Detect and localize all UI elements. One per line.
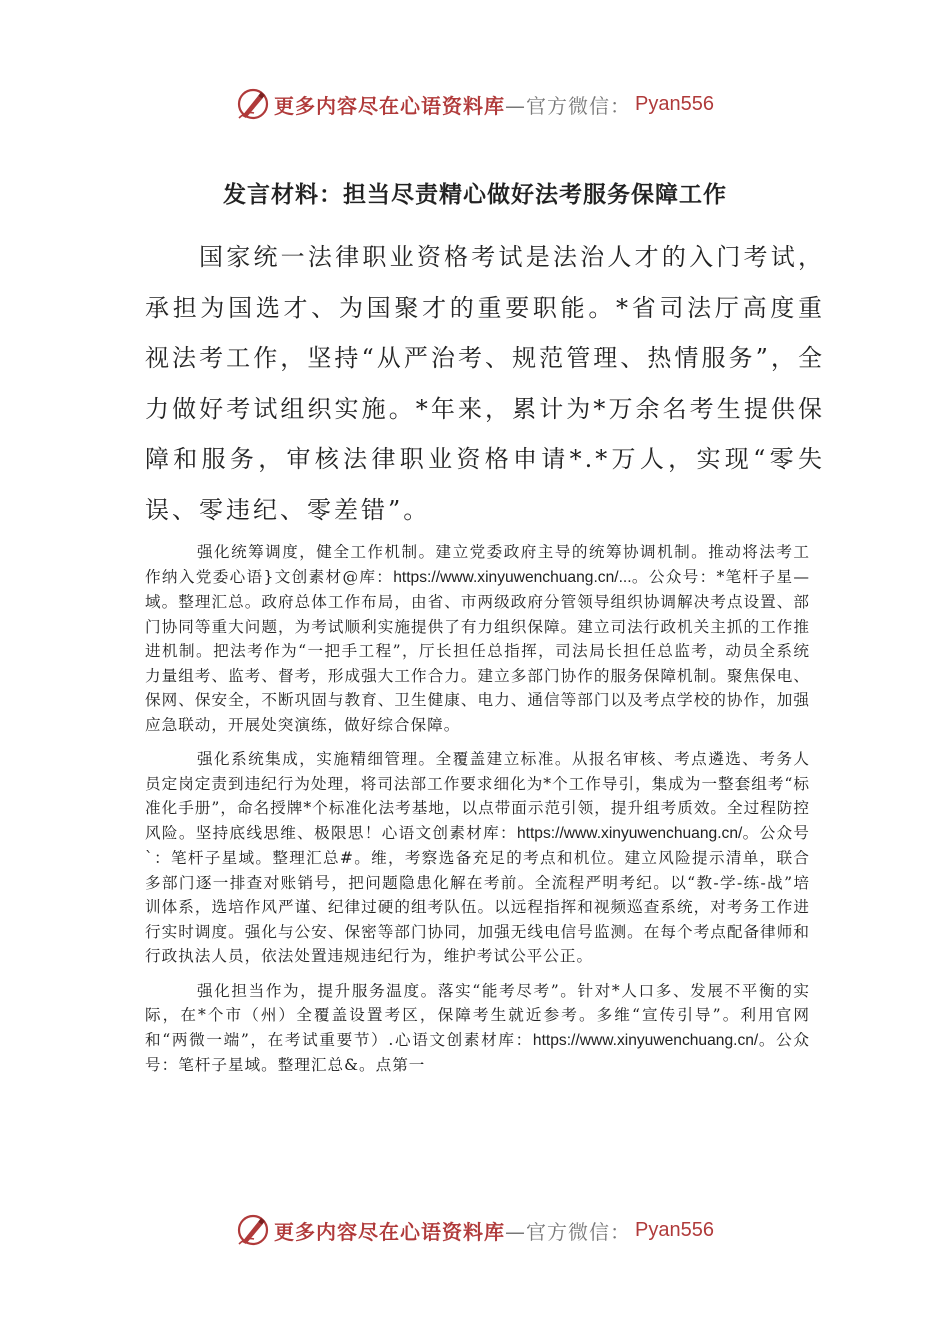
footer-watermark	[0, 1210, 950, 1250]
watermark-sub-text: —官方微信：	[505, 93, 632, 118]
header-watermark	[0, 84, 950, 124]
body-paragraph	[145, 979, 810, 1078]
lead-paragraph: 国家统一法律职业资格考试是法治人才的入门考试，承担为国选才、为国聚才的重要职能。*省司法厅高度重视法考工作，坚持“从严治考、规范管理、热情服务”，全力做好考试组织实施。*年来，累计为*万余名考生提供保障和服务，审核法律职业资格申请*.*万人，实现“零失误、零违纪、零差错”。	[145, 243, 825, 524]
pen-logo-icon	[236, 87, 270, 121]
body-paragraph	[145, 540, 810, 737]
paragraph-text: 强化担当作为，提升服务温度。落实“能考尽考”。针对*人口多、发展不平衡的实际，在*个市（州）全覆盖设置考区，保障考生就近参考。多维“宣传引导”。利用官网和“两微一端”，在考试重要节）.心语文创素材库：	[145, 981, 810, 1049]
watermark-sub-text: —官方微信：	[505, 1219, 632, 1244]
body-paragraph	[145, 747, 810, 969]
document-title: 发言材料：担当尽责精心做好法考服务保障工作	[223, 182, 727, 208]
watermark-main-text: 更多内容尽在心语资料库	[274, 1219, 506, 1244]
document-body	[145, 540, 810, 1088]
paragraph-text: 。公众号：*笔杆子星—域。整理汇总。政府总体工作布局，由省、市两级政府分管领导组织协调解决考点设置、部门协同等重大问题，为考试顺利实施提供了有力组织保障。建立司法行政机关主抓的工作推进机制。把法考作为“一把手工程”，厅长担任总指挥，司法局长担任总监考，动员全系统力量组考、监考、督考，形成强大工作合力。建立多部门协作的服务保障机制。聚焦保电、保网、保安全，不断巩固与教育、卫生健康、电力、通信等部门以及考点学校的协作，加强应急联动，开展处突演练，做好综合保障。	[145, 567, 810, 734]
watermark-id: Pyan556	[635, 92, 714, 115]
watermark-id: Pyan556	[635, 1218, 714, 1241]
paragraph-text: 强化统筹调度，健全工作机制。建立党委政府主导的统筹协调机制。推动将法考工作纳入党委心语}文创素材@库：	[145, 543, 810, 586]
source-url: https://www.xinyuwenchuang.cn/	[532, 1031, 759, 1049]
paragraph-text: 。公众号`：笔杆子星域。整理汇总#。维，考察选备充足的考点和机位。建立风险提示清单，联合多部门逐一排查对账销号，把问题隐患化解在考前。全流程严明考纪。以“教-学-练-战”培训体系，选培作风严谨、纪律过硬的组考队伍。以远程指挥和视频巡查系统，对考务工作进行实时调度。强化与公安、保密等部门协同，加强无线电信号监测。在每个考点配备律师和行政执法人员，依法处置违规违纪行为，维护考试公平公正。	[145, 823, 810, 965]
pen-logo-icon	[236, 1213, 270, 1247]
watermark-main-text: 更多内容尽在心语资料库	[274, 93, 506, 118]
paragraph-text: 。公众号：笔杆子星域。整理汇总&。点第一	[145, 1030, 810, 1074]
paragraph-text: 强化系统集成，实施精细管理。全覆盖建立标准。从报名审核、考点遴选、考务人员定岗定责到违纪行为处理，将司法部工作要求细化为*个工作导引，集成为一整套组考“标准化手册”，命名授牌*个标准化法考基地，以点带面示范引领，提升组考质效。全过程防控风险。坚持底线思维、极限思！心语文创素材库：	[145, 750, 810, 842]
source-url: https://www.xinyuwenchuang.cn/	[516, 824, 743, 842]
source-url: https://www.xinyuwenchuang.cn/...	[393, 568, 632, 586]
